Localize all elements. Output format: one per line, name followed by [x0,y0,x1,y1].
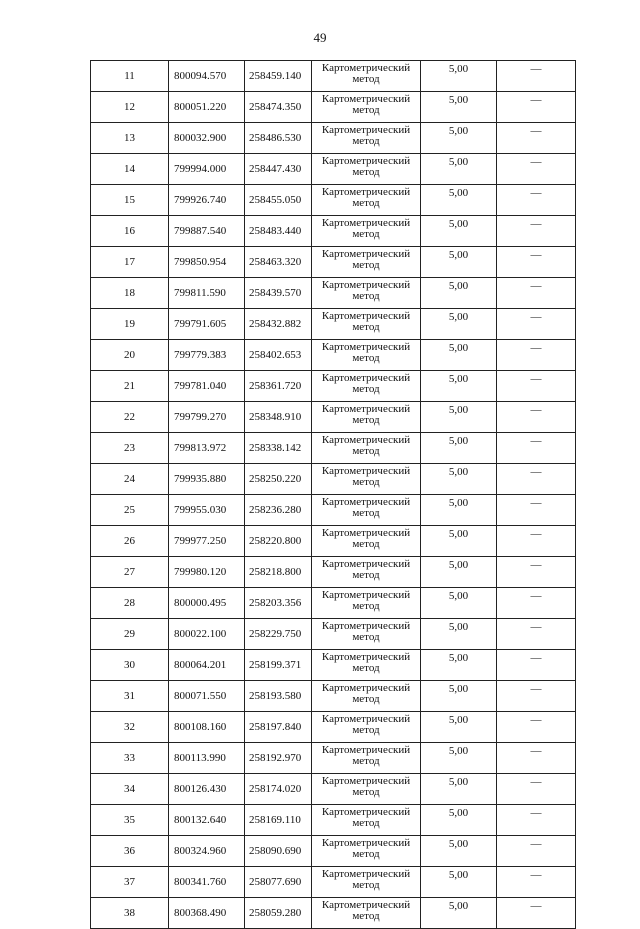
accuracy-cell: 5,00 [421,309,497,340]
table-row [91,278,576,309]
method-cell [312,650,421,681]
method-cell [312,898,421,929]
accuracy-cell: 5,00 [421,154,497,185]
table-row [91,464,576,495]
dash-cell: — [497,247,576,278]
y-coordinate-cell: 258218.800 [245,557,312,588]
method-cell [312,154,421,185]
dash-cell: — [497,309,576,340]
method-cell [312,681,421,712]
x-coordinate-cell: 800064.201 [169,650,245,681]
accuracy-cell: 5,00 [421,805,497,836]
accuracy-cell: 5,00 [421,681,497,712]
point-number-cell: 26 [91,526,169,557]
method-cell [312,774,421,805]
dash-cell: — [497,681,576,712]
accuracy-cell: 5,00 [421,61,497,92]
method-cell [312,588,421,619]
method-line-2: метод [352,166,380,178]
method-line-1: Картометрический [321,403,411,415]
point-number-cell: 22 [91,402,169,433]
method-cell [312,619,421,650]
accuracy-cell: 5,00 [421,836,497,867]
accuracy-cell: 5,00 [421,743,497,774]
method-line-1: Картометрический [321,217,411,229]
x-coordinate-cell: 799781.040 [169,371,245,402]
y-coordinate-cell: 258459.140 [245,61,312,92]
point-number-cell: 27 [91,557,169,588]
point-number-cell: 36 [91,836,169,867]
y-coordinate-cell: 258338.142 [245,433,312,464]
page-number: 49 [313,30,327,45]
y-coordinate-cell: 258361.720 [245,371,312,402]
method-line-2: метод [352,259,380,271]
accuracy-cell: 5,00 [421,619,497,650]
point-number-cell: 37 [91,867,169,898]
method-cell [312,526,421,557]
dash-cell: — [497,650,576,681]
point-number-cell: 29 [91,619,169,650]
accuracy-cell: 5,00 [421,898,497,929]
point-number-cell: 21 [91,371,169,402]
accuracy-cell: 5,00 [421,464,497,495]
method-line-2: метод [352,476,380,488]
method-line-1: Картометрический [321,899,411,911]
point-number-cell: 32 [91,712,169,743]
accuracy-cell: 5,00 [421,340,497,371]
y-coordinate-cell: 258486.530 [245,123,312,154]
x-coordinate-cell: 799811.590 [169,278,245,309]
y-coordinate-cell: 258402.653 [245,340,312,371]
accuracy-cell: 5,00 [421,216,497,247]
point-number-cell: 34 [91,774,169,805]
dash-cell: — [497,557,576,588]
table-row [91,340,576,371]
dash-cell: — [497,867,576,898]
method-line-1: Картометрический [321,527,411,539]
y-coordinate-cell: 258447.430 [245,154,312,185]
method-line-1: Картометрический [321,248,411,260]
x-coordinate-cell: 799935.880 [169,464,245,495]
x-coordinate-cell: 799813.972 [169,433,245,464]
dash-cell: — [497,433,576,464]
dash-cell: — [497,588,576,619]
accuracy-cell: 5,00 [421,526,497,557]
x-coordinate-cell: 800108.160 [169,712,245,743]
dash-cell: — [497,278,576,309]
method-line-1: Картометрический [321,651,411,663]
y-coordinate-cell: 258192.970 [245,743,312,774]
table-row [91,898,576,929]
x-coordinate-cell: 800126.430 [169,774,245,805]
method-line-2: метод [352,538,380,550]
method-line-2: метод [352,569,380,581]
method-line-2: метод [352,445,380,457]
table-row [91,123,576,154]
method-line-1: Картометрический [321,62,411,74]
y-coordinate-cell: 258059.280 [245,898,312,929]
y-coordinate-cell: 258236.280 [245,495,312,526]
method-cell [312,712,421,743]
table-row [91,557,576,588]
table-row [91,619,576,650]
method-line-2: метод [352,910,380,922]
x-coordinate-cell: 800368.490 [169,898,245,929]
table-row [91,495,576,526]
dash-cell: — [497,836,576,867]
y-coordinate-cell: 258197.840 [245,712,312,743]
dash-cell: — [497,526,576,557]
method-cell [312,867,421,898]
method-cell [312,185,421,216]
method-line-1: Картометрический [321,372,411,384]
accuracy-cell: 5,00 [421,402,497,433]
method-line-1: Картометрический [321,868,411,880]
table-row [91,216,576,247]
y-coordinate-cell: 258203.356 [245,588,312,619]
dash-cell: — [497,216,576,247]
y-coordinate-cell: 258250.220 [245,464,312,495]
table-row [91,309,576,340]
method-line-2: метод [352,290,380,302]
dash-cell: — [497,371,576,402]
table-row [91,185,576,216]
table-row [91,867,576,898]
table-row [91,743,576,774]
accuracy-cell: 5,00 [421,123,497,154]
point-number-cell: 38 [91,898,169,929]
table-row [91,526,576,557]
point-number-cell: 18 [91,278,169,309]
method-cell [312,743,421,774]
x-coordinate-cell: 800051.220 [169,92,245,123]
accuracy-cell: 5,00 [421,712,497,743]
table-row [91,92,576,123]
y-coordinate-cell: 258463.320 [245,247,312,278]
table-row [91,154,576,185]
method-cell [312,371,421,402]
method-line-2: метод [352,817,380,829]
point-number-cell: 19 [91,309,169,340]
x-coordinate-cell: 800113.990 [169,743,245,774]
x-coordinate-cell: 799799.270 [169,402,245,433]
method-cell [312,340,421,371]
x-coordinate-cell: 799955.030 [169,495,245,526]
y-coordinate-cell: 258483.440 [245,216,312,247]
y-coordinate-cell: 258193.580 [245,681,312,712]
y-coordinate-cell: 258474.350 [245,92,312,123]
method-line-1: Картометрический [321,310,411,322]
method-line-1: Картометрический [321,837,411,849]
y-coordinate-cell: 258439.570 [245,278,312,309]
method-line-1: Картометрический [321,744,411,756]
point-number-cell: 33 [91,743,169,774]
x-coordinate-cell: 799994.000 [169,154,245,185]
method-line-1: Картометрический [321,341,411,353]
dash-cell: — [497,495,576,526]
table-row [91,247,576,278]
point-number-cell: 12 [91,92,169,123]
method-line-1: Картометрический [321,124,411,136]
table-row [91,805,576,836]
method-line-2: метод [352,879,380,891]
point-number-cell: 28 [91,588,169,619]
method-line-2: метод [352,197,380,209]
method-line-1: Картометрический [321,682,411,694]
y-coordinate-cell: 258199.371 [245,650,312,681]
table-row [91,588,576,619]
method-line-1: Картометрический [321,186,411,198]
method-line-1: Картометрический [321,465,411,477]
method-line-2: метод [352,600,380,612]
x-coordinate-cell: 799850.954 [169,247,245,278]
accuracy-cell: 5,00 [421,588,497,619]
method-cell [312,464,421,495]
table-row [91,402,576,433]
method-line-2: метод [352,414,380,426]
x-coordinate-cell: 799980.120 [169,557,245,588]
dash-cell: — [497,61,576,92]
y-coordinate-cell: 258229.750 [245,619,312,650]
method-line-2: метод [352,786,380,798]
method-line-1: Картометрический [321,155,411,167]
coordinates-table [90,60,576,929]
point-number-cell: 14 [91,154,169,185]
y-coordinate-cell: 258432.882 [245,309,312,340]
table-row [91,650,576,681]
y-coordinate-cell: 258455.050 [245,185,312,216]
accuracy-cell: 5,00 [421,185,497,216]
method-line-2: метод [352,848,380,860]
method-line-2: метод [352,755,380,767]
table-row [91,712,576,743]
table-row [91,836,576,867]
x-coordinate-cell: 800132.640 [169,805,245,836]
accuracy-cell: 5,00 [421,433,497,464]
dash-cell: — [497,402,576,433]
method-line-2: метод [352,662,380,674]
y-coordinate-cell: 258169.110 [245,805,312,836]
dash-cell: — [497,123,576,154]
point-number-cell: 35 [91,805,169,836]
x-coordinate-cell: 799926.740 [169,185,245,216]
point-number-cell: 25 [91,495,169,526]
method-line-2: метод [352,631,380,643]
point-number-cell: 31 [91,681,169,712]
method-line-2: метод [352,383,380,395]
dash-cell: — [497,619,576,650]
method-cell [312,278,421,309]
method-cell [312,402,421,433]
dash-cell: — [497,743,576,774]
point-number-cell: 17 [91,247,169,278]
method-line-1: Картометрический [321,713,411,725]
method-cell [312,836,421,867]
method-line-1: Картометрический [321,620,411,632]
method-line-2: метод [352,321,380,333]
point-number-cell: 13 [91,123,169,154]
accuracy-cell: 5,00 [421,650,497,681]
point-number-cell: 11 [91,61,169,92]
method-cell [312,92,421,123]
point-number-cell: 16 [91,216,169,247]
accuracy-cell: 5,00 [421,774,497,805]
table-row [91,371,576,402]
method-line-2: метод [352,352,380,364]
x-coordinate-cell: 800032.900 [169,123,245,154]
table-row [91,774,576,805]
x-coordinate-cell: 799887.540 [169,216,245,247]
y-coordinate-cell: 258090.690 [245,836,312,867]
method-line-2: метод [352,104,380,116]
method-line-2: метод [352,693,380,705]
accuracy-cell: 5,00 [421,371,497,402]
x-coordinate-cell: 799977.250 [169,526,245,557]
x-coordinate-cell: 800000.495 [169,588,245,619]
y-coordinate-cell: 258077.690 [245,867,312,898]
method-cell [312,123,421,154]
accuracy-cell: 5,00 [421,247,497,278]
method-line-2: метод [352,135,380,147]
method-line-2: метод [352,724,380,736]
table-row [91,61,576,92]
x-coordinate-cell: 800094.570 [169,61,245,92]
dash-cell: — [497,185,576,216]
dash-cell: — [497,464,576,495]
point-number-cell: 24 [91,464,169,495]
table-row [91,681,576,712]
coordinates-table-body [91,61,576,929]
method-cell [312,216,421,247]
point-number-cell: 23 [91,433,169,464]
method-cell [312,805,421,836]
method-line-2: метод [352,507,380,519]
x-coordinate-cell: 800071.550 [169,681,245,712]
method-line-1: Картометрический [321,806,411,818]
method-cell [312,495,421,526]
method-cell [312,433,421,464]
x-coordinate-cell: 800324.960 [169,836,245,867]
method-line-1: Картометрический [321,434,411,446]
dash-cell: — [497,92,576,123]
x-coordinate-cell: 800341.760 [169,867,245,898]
method-cell [312,557,421,588]
dash-cell: — [497,898,576,929]
method-line-2: метод [352,228,380,240]
method-cell [312,247,421,278]
y-coordinate-cell: 258348.910 [245,402,312,433]
y-coordinate-cell: 258220.800 [245,526,312,557]
method-line-1: Картометрический [321,558,411,570]
accuracy-cell: 5,00 [421,557,497,588]
dash-cell: — [497,340,576,371]
dash-cell: — [497,712,576,743]
accuracy-cell: 5,00 [421,495,497,526]
method-line-1: Картометрический [321,93,411,105]
x-coordinate-cell: 800022.100 [169,619,245,650]
method-line-1: Картометрический [321,279,411,291]
x-coordinate-cell: 799791.605 [169,309,245,340]
y-coordinate-cell: 258174.020 [245,774,312,805]
method-line-1: Картометрический [321,496,411,508]
method-line-2: метод [352,73,380,85]
method-cell [312,309,421,340]
accuracy-cell: 5,00 [421,867,497,898]
point-number-cell: 20 [91,340,169,371]
dash-cell: — [497,774,576,805]
method-cell [312,61,421,92]
accuracy-cell: 5,00 [421,92,497,123]
method-line-1: Картометрический [321,589,411,601]
accuracy-cell: 5,00 [421,278,497,309]
dash-cell: — [497,154,576,185]
table-row [91,433,576,464]
method-line-1: Картометрический [321,775,411,787]
point-number-cell: 30 [91,650,169,681]
point-number-cell: 15 [91,185,169,216]
x-coordinate-cell: 799779.383 [169,340,245,371]
dash-cell: — [497,805,576,836]
